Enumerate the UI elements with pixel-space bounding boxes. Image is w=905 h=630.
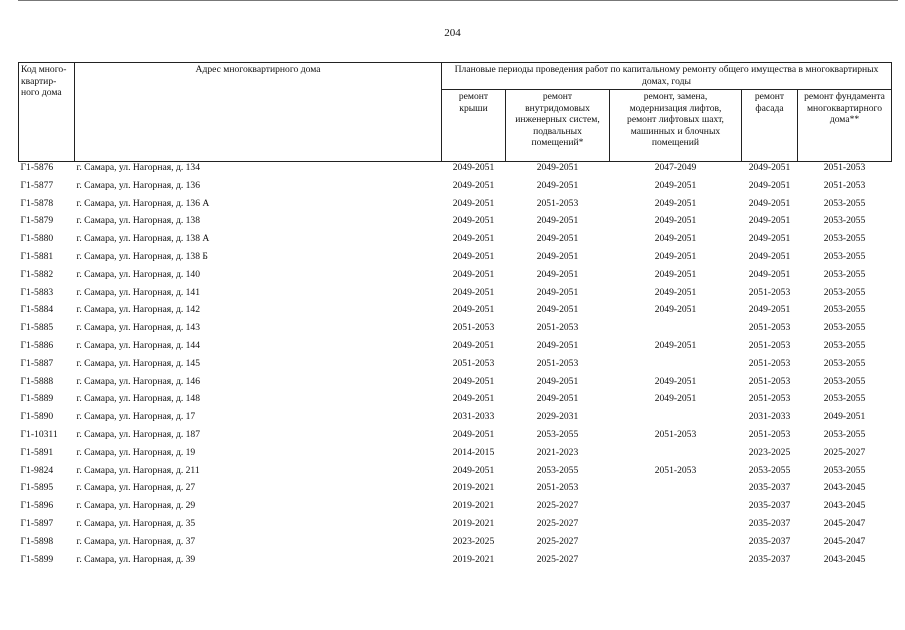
cell-roof: 2049-2051 xyxy=(452,250,495,262)
cell-code: Г1-5891 xyxy=(20,446,54,458)
cell-foundation: 2053-2055 xyxy=(823,286,866,298)
cell-engineering: 2049-2051 xyxy=(536,393,579,405)
cell-facade: 2049-2051 xyxy=(748,197,791,209)
table-row xyxy=(19,198,892,216)
cell-address: г. Самара, ул. Нагорная, д. 211 xyxy=(76,464,200,476)
table-row xyxy=(19,500,892,518)
cell-foundation: 2043-2045 xyxy=(823,482,866,494)
cell-elevators: 2051-2053 xyxy=(654,464,697,476)
table-row xyxy=(19,180,892,198)
cell-address: г. Самара, ул. Нагорная, д. 138 А xyxy=(76,233,210,245)
cell-engineering: 2051-2053 xyxy=(536,322,579,334)
cell-roof: 2049-2051 xyxy=(452,393,495,405)
cell-code: Г1-5898 xyxy=(20,535,54,547)
cell-elevators xyxy=(610,518,742,536)
cell-facade: 2035-2037 xyxy=(748,500,791,512)
table-row xyxy=(19,465,892,483)
cell-foundation: 2051-2053 xyxy=(823,162,866,173)
cell-foundation: 2053-2055 xyxy=(823,215,866,227)
cell-facade: 2049-2051 xyxy=(748,250,791,262)
cell-elevators: 2049-2051 xyxy=(654,304,697,316)
cell-code: Г1-5876 xyxy=(20,162,54,173)
cell-elevators: 2047-2049 xyxy=(654,162,697,173)
cell-address: г. Самара, ул. Нагорная, д. 27 xyxy=(76,482,196,494)
header-foundation xyxy=(798,90,892,162)
cell-roof: 2049-2051 xyxy=(452,197,495,209)
cell-facade: 2035-2037 xyxy=(748,535,791,547)
cell-engineering: 2049-2051 xyxy=(536,162,579,173)
cell-roof: 2019-2021 xyxy=(452,500,495,512)
cell-address: г. Самара, ул. Нагорная, д. 145 xyxy=(76,357,201,369)
table-row xyxy=(19,536,892,554)
cell-roof: 2031-2033 xyxy=(452,411,495,423)
cell-elevators: 2049-2051 xyxy=(654,393,697,405)
cell-elevators: 2049-2051 xyxy=(654,233,697,245)
cell-engineering: 2051-2053 xyxy=(536,482,579,494)
cell-foundation: 2025-2027 xyxy=(823,446,866,458)
cell-elevators xyxy=(610,482,742,500)
table-row xyxy=(19,233,892,251)
cell-facade: 2051-2053 xyxy=(748,339,791,351)
cell-facade: 2035-2037 xyxy=(748,517,791,529)
cell-address: г. Самара, ул. Нагорная, д. 19 xyxy=(76,446,196,458)
cell-code: Г1-5890 xyxy=(20,411,54,423)
cell-engineering: 2053-2055 xyxy=(536,464,579,476)
cell-engineering: 2049-2051 xyxy=(536,286,579,298)
table-row xyxy=(19,269,892,287)
cell-foundation: 2053-2055 xyxy=(823,357,866,369)
cell-engineering: 2049-2051 xyxy=(536,179,579,191)
table-row xyxy=(19,358,892,376)
cell-foundation: 2053-2055 xyxy=(823,464,866,476)
cell-code: Г1-5889 xyxy=(20,393,54,405)
cell-foundation: 2053-2055 xyxy=(823,197,866,209)
cell-code: Г1-5881 xyxy=(20,250,54,262)
cell-address: г. Самара, ул. Нагорная, д. 144 xyxy=(76,339,201,351)
cell-code: Г1-5883 xyxy=(20,286,54,298)
cell-address: г. Самара, ул. Нагорная, д. 142 xyxy=(76,304,201,316)
cell-elevators xyxy=(610,411,742,429)
cell-facade: 2049-2051 xyxy=(748,179,791,191)
top-rule xyxy=(18,0,898,1)
table-body xyxy=(19,162,892,572)
cell-facade: 2023-2025 xyxy=(748,446,791,458)
cell-roof: 2049-2051 xyxy=(452,464,495,476)
cell-roof: 2049-2051 xyxy=(452,339,495,351)
cell-elevators xyxy=(610,500,742,518)
table-row xyxy=(19,215,892,233)
cell-foundation: 2049-2051 xyxy=(823,411,866,423)
cell-facade: 2049-2051 xyxy=(748,268,791,280)
table-row xyxy=(19,518,892,536)
cell-engineering: 2025-2027 xyxy=(536,535,579,547)
cell-foundation: 2043-2045 xyxy=(823,500,866,512)
cell-engineering: 2025-2027 xyxy=(536,517,579,529)
table-row xyxy=(19,411,892,429)
header-engineering-label: ремонт внутридомовых инженерных систем, подвальных помещений* xyxy=(515,91,600,149)
cell-code: Г1-5888 xyxy=(20,375,54,387)
table-row xyxy=(19,482,892,500)
header-roof xyxy=(442,90,506,162)
cell-engineering: 2025-2027 xyxy=(536,500,579,512)
cell-facade: 2035-2037 xyxy=(748,553,791,565)
cell-code: Г1-9824 xyxy=(20,464,54,476)
cell-code: Г1-5879 xyxy=(20,215,54,227)
cell-facade: 2051-2053 xyxy=(748,393,791,405)
cell-roof: 2051-2053 xyxy=(452,322,495,334)
header-facade xyxy=(742,90,798,162)
cell-address: г. Самара, ул. Нагорная, д. 39 xyxy=(76,553,196,565)
cell-roof: 2049-2051 xyxy=(452,375,495,387)
cell-roof: 2049-2051 xyxy=(452,215,495,227)
cell-elevators: 2049-2051 xyxy=(654,375,697,387)
cell-code: Г1-5885 xyxy=(20,322,54,334)
table-row xyxy=(19,340,892,358)
cell-facade: 2049-2051 xyxy=(748,233,791,245)
cell-roof: 2049-2051 xyxy=(452,162,495,173)
cell-address: г. Самара, ул. Нагорная, д. 17 xyxy=(76,411,196,423)
cell-engineering: 2049-2051 xyxy=(536,339,579,351)
table-row xyxy=(19,376,892,394)
cell-roof: 2019-2021 xyxy=(452,482,495,494)
cell-facade: 2051-2053 xyxy=(748,322,791,334)
cell-address: г. Самара, ул. Нагорная, д. 35 xyxy=(76,517,196,529)
cell-roof: 2049-2051 xyxy=(452,268,495,280)
cell-foundation: 2045-2047 xyxy=(823,517,866,529)
cell-foundation: 2053-2055 xyxy=(823,304,866,316)
cell-engineering: 2049-2051 xyxy=(536,375,579,387)
cell-foundation: 2053-2055 xyxy=(823,428,866,440)
cell-code: Г1-5878 xyxy=(20,197,54,209)
header-elevators-label: ремонт, замена, модернизация лифтов, ремонт лифтовых шахт, машинных и блочных помещений xyxy=(627,91,724,149)
cell-address: г. Самара, ул. Нагорная, д. 138 Б xyxy=(76,250,208,262)
table-row xyxy=(19,251,892,269)
cell-engineering: 2049-2051 xyxy=(536,304,579,316)
table-row xyxy=(19,429,892,447)
cell-address: г. Самара, ул. Нагорная, д. 146 xyxy=(76,375,201,387)
cell-elevators xyxy=(610,322,742,340)
cell-roof: 2049-2051 xyxy=(452,233,495,245)
cell-roof: 2019-2021 xyxy=(452,553,495,565)
table-row xyxy=(19,162,892,180)
cell-facade: 2049-2051 xyxy=(748,215,791,227)
cell-engineering: 2021-2023 xyxy=(536,446,579,458)
cell-foundation: 2045-2047 xyxy=(823,535,866,547)
cell-address: г. Самара, ул. Нагорная, д. 187 xyxy=(76,428,201,440)
cell-address: г. Самара, ул. Нагорная, д. 143 xyxy=(76,322,201,334)
header-periods xyxy=(442,63,892,90)
header-address-label: Адрес многоквартирного дома xyxy=(195,64,321,75)
cell-engineering: 2053-2055 xyxy=(536,428,579,440)
cell-engineering: 2049-2051 xyxy=(536,233,579,245)
cell-elevators: 2049-2051 xyxy=(654,215,697,227)
cell-facade: 2051-2053 xyxy=(748,357,791,369)
cell-engineering: 2049-2051 xyxy=(536,250,579,262)
cell-foundation: 2043-2045 xyxy=(823,553,866,565)
cell-code: Г1-5884 xyxy=(20,304,54,316)
cell-roof: 2049-2051 xyxy=(452,304,495,316)
header-elevators xyxy=(610,90,742,162)
cell-facade: 2051-2053 xyxy=(748,428,791,440)
cell-code: Г1-5880 xyxy=(20,233,54,245)
cell-address: г. Самара, ул. Нагорная, д. 136 xyxy=(76,179,201,191)
cell-roof: 2014-2015 xyxy=(452,446,495,458)
cell-engineering: 2049-2051 xyxy=(536,268,579,280)
cell-code: Г1-5897 xyxy=(20,517,54,529)
header-code-label: Код много- квартир- ного дома xyxy=(21,64,67,99)
cell-elevators: 2051-2053 xyxy=(654,428,697,440)
cell-foundation: 2053-2055 xyxy=(823,339,866,351)
cell-foundation: 2053-2055 xyxy=(823,250,866,262)
cell-foundation: 2051-2053 xyxy=(823,179,866,191)
cell-elevators: 2049-2051 xyxy=(654,250,697,262)
table-row xyxy=(19,447,892,465)
cell-address: г. Самара, ул. Нагорная, д. 37 xyxy=(76,535,196,547)
table-row xyxy=(19,322,892,340)
cell-engineering: 2025-2027 xyxy=(536,553,579,565)
cell-code: Г1-5899 xyxy=(20,553,54,565)
cell-engineering: 2029-2031 xyxy=(536,411,579,423)
header-foundation-label: ремонт фундамента многоквартирного дома** xyxy=(804,91,885,126)
cell-roof: 2019-2021 xyxy=(452,517,495,529)
header-facade-label: ремонт фасада xyxy=(754,91,785,114)
cell-elevators: 2049-2051 xyxy=(654,197,697,209)
cell-address: г. Самара, ул. Нагорная, д. 148 xyxy=(76,393,201,405)
cell-roof: 2023-2025 xyxy=(452,535,495,547)
cell-foundation: 2053-2055 xyxy=(823,233,866,245)
cell-address: г. Самара, ул. Нагорная, д. 140 xyxy=(76,268,201,280)
cell-engineering: 2051-2053 xyxy=(536,357,579,369)
cell-elevators: 2049-2051 xyxy=(654,179,697,191)
cell-foundation: 2053-2055 xyxy=(823,268,866,280)
cell-elevators xyxy=(610,536,742,554)
cell-address: г. Самара, ул. Нагорная, д. 138 xyxy=(76,215,201,227)
cell-facade: 2031-2033 xyxy=(748,411,791,423)
cell-facade: 2035-2037 xyxy=(748,482,791,494)
cell-code: Г1-5882 xyxy=(20,268,54,280)
cell-address: г. Самара, ул. Нагорная, д. 136 А xyxy=(76,197,210,209)
header-roof-label: ремонт крыши xyxy=(458,91,489,114)
cell-engineering: 2051-2053 xyxy=(536,197,579,209)
cell-foundation: 2053-2055 xyxy=(823,375,866,387)
repair-schedule-table xyxy=(18,62,892,571)
cell-code: Г1-5896 xyxy=(20,500,54,512)
header-engineering xyxy=(506,90,610,162)
cell-address: г. Самара, ул. Нагорная, д. 134 xyxy=(76,162,201,173)
cell-address: г. Самара, ул. Нагорная, д. 29 xyxy=(76,500,196,512)
cell-elevators xyxy=(610,358,742,376)
cell-facade: 2051-2053 xyxy=(748,375,791,387)
header-address xyxy=(75,63,442,162)
table-row xyxy=(19,287,892,305)
cell-elevators: 2049-2051 xyxy=(654,268,697,280)
cell-code: Г1-10311 xyxy=(20,428,58,440)
table-row xyxy=(19,554,892,572)
cell-address: г. Самара, ул. Нагорная, д. 141 xyxy=(76,286,201,298)
cell-roof: 2049-2051 xyxy=(452,286,495,298)
cell-facade: 2053-2055 xyxy=(748,464,791,476)
header-periods-label: Плановые периоды проведения работ по капитальному ремонту общего имущества в многоквартирных домах, годы xyxy=(454,64,879,87)
cell-engineering: 2049-2051 xyxy=(536,215,579,227)
cell-code: Г1-5877 xyxy=(20,179,54,191)
cell-code: Г1-5895 xyxy=(20,482,54,494)
page-number: 204 xyxy=(444,27,461,39)
cell-roof: 2051-2053 xyxy=(452,357,495,369)
cell-code: Г1-5887 xyxy=(20,357,54,369)
cell-elevators: 2049-2051 xyxy=(654,339,697,351)
cell-roof: 2049-2051 xyxy=(452,179,495,191)
cell-code: Г1-5886 xyxy=(20,339,54,351)
cell-foundation: 2053-2055 xyxy=(823,322,866,334)
header-code xyxy=(19,63,75,162)
table-row xyxy=(19,304,892,322)
table-row xyxy=(19,393,892,411)
cell-elevators xyxy=(610,554,742,572)
cell-facade: 2049-2051 xyxy=(748,162,791,173)
cell-foundation: 2053-2055 xyxy=(823,393,866,405)
cell-elevators xyxy=(610,447,742,465)
cell-elevators: 2049-2051 xyxy=(654,286,697,298)
cell-facade: 2049-2051 xyxy=(748,304,791,316)
cell-roof: 2049-2051 xyxy=(452,428,495,440)
cell-facade: 2051-2053 xyxy=(748,286,791,298)
